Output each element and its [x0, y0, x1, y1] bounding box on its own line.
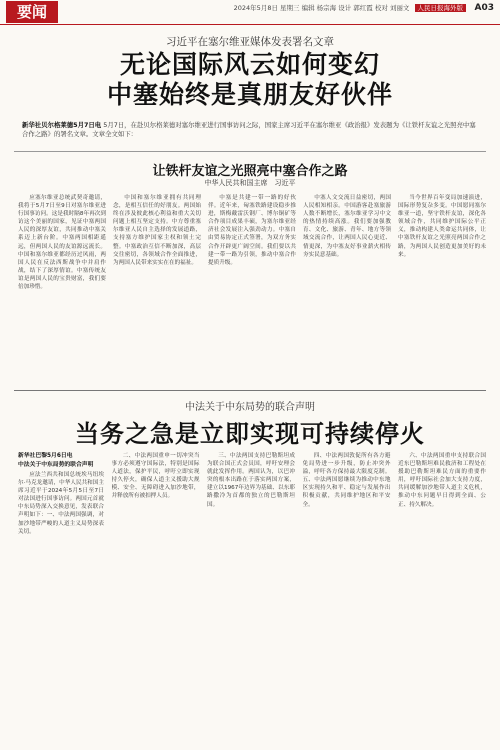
article1-subtitle: 让铁杆友谊之光照亮中塞合作之路: [152, 164, 348, 179]
header-info: [234, 3, 466, 12]
article2-dateline-title: 中法关于中东局势的联合声明: [18, 461, 94, 468]
article1-kicker: 习近平在塞尔维亚媒体发表署名文章: [166, 36, 334, 48]
article1-column: 中国和塞尔维亚拥有共同理念，是相互信任的好朋友。两国始终在涉及彼此核心利益和重大关切问题上相互坚定支持。中方尊重塞尔维亚人民自主选择的发展道路，支持塞方维护国家主权和领土完整。中塞政治互信不断加深，高层交往密切，各领域合作全面推进，为两国人民带来实实在在的福祉。: [113, 195, 201, 266]
section-label: 要闻: [6, 1, 58, 23]
article1-column: 中塞人文交流日益密切，两国人民相知相亲。中国游客赴塞旅游人数不断增长，塞尔维亚学习中文的热情持续高涨。我们要加强教育、文化、旅游、青年、地方等领域交流合作，让两国人民心更近、情更深，为中塞友好事业薪火相传夯实民意基础。: [303, 195, 391, 258]
article1-column: 当今世界百年变局加速演进，国际形势复杂多变。中国愿同塞尔维亚一道，坚守铁杆友谊，深化各领域合作，共同维护国际公平正义，推动构建人类命运共同体，让中塞铁杆友谊之光照亮两国合作之路，为两国人民创造更加美好的未来。: [398, 195, 486, 258]
article1-headline-line1: 无论国际风云如何变幻: [119, 50, 380, 79]
article1-column: 应塞尔维亚总统武契奇邀请，我将于5月7日至9日对塞尔维亚进行国事访问。这是我时隔8年再次到访这个美丽的国家，见证中塞两国人民的深厚友谊，共同推动中塞关系迈上新台阶。中塞两国相距遥远，但两国人民的友谊源远流长。中国和塞尔维亚都经历过风雨，两国人民在反法西斯战争中并肩作战，结下了深厚情谊。中塞传统友谊是两国人民的宝贵财富，我们要倍加珍惜。: [18, 195, 106, 291]
article2-headline: 当务之急是立即实现可持续停火: [75, 420, 425, 448]
article2-column: 二、中法两国重申一切冲突当事方必须遵守国际法，特别是国际人道法，保护平民，呼吁立即实现持久停火，确保人道主义援助大规模、安全、无障碍进入加沙地带，并释放所有被扣押人员。: [111, 453, 200, 500]
newspaper-badge: 人民日报海外版: [415, 4, 467, 12]
page-number: A03: [474, 3, 494, 13]
article2-dateline: 新华社巴黎5月6日电: [18, 453, 73, 459]
header-edition-info: 2024年5月8日 星期三 编辑 杨宗海 设计 郭红霞 校对 刘丽文: [233, 4, 410, 12]
article2-column: 四、中法两国敦促所有各方避免局势进一步升级，防止冲突外溢，呼吁各方保持最大限度克制。五、中法两国愿继续为推动中东地区实现持久和平、稳定与发展作出积极贡献，共同维护地区和平安全。: [302, 453, 391, 508]
article2-column: 六、中法两国重申支持联合国近东巴勒斯坦难民救济和工程处在援助巴勒斯坦难民方面的重要作用，呼吁国际社会加大支持力度，共同缓解加沙地带人道主义危机，推动中东问题早日得到全面、公正、持久解决。: [398, 453, 486, 508]
article1-byline: 中华人民共和国主席 习近平: [204, 179, 296, 187]
article1-lead-dateline: 新华社贝尔格莱德5月7日电: [22, 121, 102, 129]
divider: [14, 390, 486, 391]
article1-body: [18, 194, 486, 380]
divider: [14, 151, 486, 152]
article1-lead-text: 5月7日，在赴贝尔格莱德对塞尔维亚进行国事访问之际，国家主席习近平在塞尔维亚《政治报》发表题为《让铁杆友谊之光照亮中塞合作之路》的署名文章。文章全文如下：: [22, 121, 476, 138]
article2-column: 新华社巴黎5月6日电 中法关于中东局势的联合声明 应法兰西共和国总统埃马纽埃尔·马克龙邀请，中华人民共和国主席习近平于2024年5月5日至7日对法国进行国事访问。两国元首就中东局势深入交换意见，发表联合声明如下：一、中法两国强调，对加沙地带严峻的人道主义局势深表关切。: [18, 453, 104, 535]
article2-kicker: 中法关于中东局势的联合声明: [185, 402, 315, 413]
article2-body: [18, 452, 486, 742]
article1-lead: [22, 121, 480, 139]
article2-column: 三、中法两国支持巴勒斯坦成为联合国正式会员国，呼吁安理会就此发挥作用。两国认为，以巴冲突的根本出路在于落实两国方案，建立以1967年边界为基础、以东耶路撒冷为首都的独立的巴勒斯坦国。: [207, 453, 295, 508]
page-header: [0, 0, 500, 25]
article1-column: 中塞是共建一带一路的好伙伴。近年来，匈塞铁路建设稳步推进，斯梅戴雷沃钢厂、博尔铜矿等合作项目成果丰硕，为塞尔维亚经济社会发展注入强劲动力。中塞自由贸易协定正式签署，为双方务实合作开辟更广阔空间。我们要以共建一带一路为引领，推动中塞合作提质升级。: [208, 195, 296, 266]
article1-headline-line2: 中塞始终是真朋友好伙伴: [106, 80, 393, 109]
